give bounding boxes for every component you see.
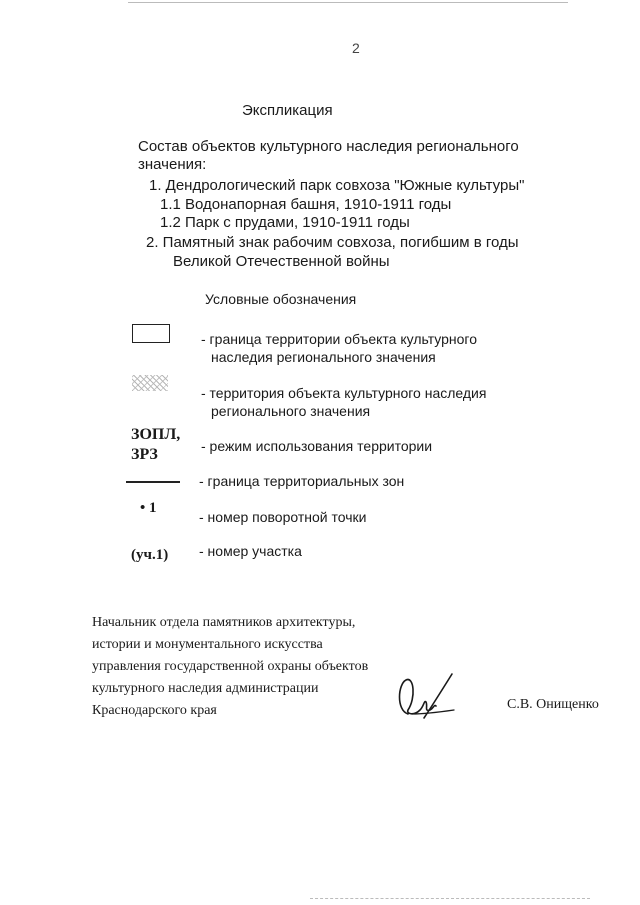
legend-entry-4-line1: - граница территориальных зон [199,473,405,489]
composition-item-2: 2. Памятный знак рабочим совхоза, погибшим в годы [146,234,519,251]
signatory-name: С.В. Онищенко [507,697,599,712]
bottom-edge-line [310,898,590,900]
composition-item-2-cont: Великой Отечественной войны [173,253,390,270]
legend-entry-2-line1: - территория объекта культурного наследия [201,385,487,401]
signatory-line-4: культурного наследия администрации [92,681,319,696]
handwritten-signature [394,670,458,726]
legend-entry-1-line1: - граница территории объекта культурного [201,331,478,347]
composition-item-1-1: 1.1 Водонапорная башня, 1910-1911 годы [160,196,452,213]
zone-code-symbol: ЗОПЛ, ЗРЗ [131,426,181,463]
legend-entry-2 [201,384,486,420]
composition-heading-line1: Состав объектов культурного наследия регионального [138,138,519,155]
legend-title: Условные обозначения [205,291,357,307]
legend-entry-5-line1: - номер поворотной точки [199,509,367,525]
composition-heading [138,138,519,174]
composition-item-1: 1. Дендрологический парк совхоза "Южные культуры" [149,177,525,194]
signatory-line-5: Краснодарского края [92,703,217,718]
legend-entry-1 [201,330,477,366]
page-title: Экспликация [242,102,333,119]
zone-boundary-line-symbol [126,481,180,483]
signatory-line-3: управления государственной охраны объектов [92,659,369,674]
boundary-rectangle-symbol [132,324,170,343]
signatory-line-2: истории и монументального искусства [92,637,323,652]
signatory-position [92,612,368,722]
legend-entry-1-line2: наследия регионального значения [211,349,436,365]
legend-entry-6-line1: - номер участка [199,543,302,559]
signatory-line-1: Начальник отдела памятников архитектуры, [92,615,356,630]
legend-entry-2-line2: регионального значения [211,403,371,419]
turning-point-symbol: • 1 [140,500,157,516]
legend-entry-3-line1: - режим использования территории [201,438,433,454]
composition-heading-line2: значения: [138,156,207,173]
page-number: 2 [352,40,360,56]
territory-hatch-symbol [132,375,168,391]
top-edge-line [128,2,568,3]
composition-item-1-2: 1.2 Парк с прудами, 1910-1911 годы [160,214,410,231]
plot-number-symbol: (уч.1) [131,547,169,563]
